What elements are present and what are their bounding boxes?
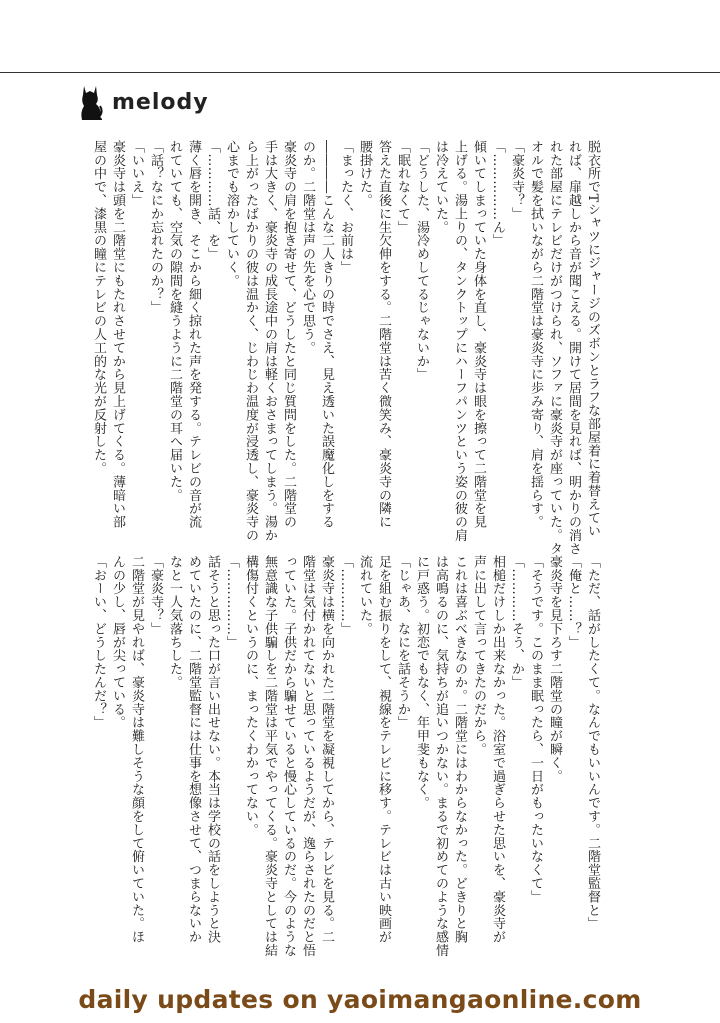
header-rule (0, 72, 720, 73)
text-line: 「そうです。このまま眠ったら、一日がもったいなくて」 (528, 555, 543, 904)
text-line: 「……………」 (224, 555, 239, 649)
upper-text-column (91, 140, 602, 556)
text-line: 「どうした、湯冷めしてるじゃないか」 (414, 140, 429, 382)
text-line: 「話？なにか忘れたのか？」 (148, 140, 163, 315)
text-line: ――――こんな二人きりの時でさえ、見え透いた誤魔化しをする (319, 140, 334, 529)
text-line: れていても、空気の隙間を縫うように二階堂の耳へ届いた。 (167, 140, 182, 502)
text-line: 上げる。湯上りの、タンクトップにハーフパンツという姿の彼の肩 (452, 140, 467, 542)
text-line: 二階堂が見やれば、豪炎寺は難しそうな顔をして俯いていた。ほ (129, 555, 144, 944)
text-line: 「じゃあ、なにを話そうか」 (395, 555, 410, 730)
text-line: のか。二階堂は声の先を心で思う。 (300, 140, 315, 355)
text-line: 無意識な子供騙しを二階堂は平気でやってくる。豪炎寺としては結 (262, 555, 277, 957)
text-line: 豪炎寺は横を向かれた二階堂を凝視してから、テレビを見る。二 (319, 555, 334, 944)
text-line: 答えた直後に生欠伸をする。二階堂は苦く微笑み、豪炎寺の隣に (376, 140, 391, 529)
text-line: んの少し、唇が尖っている。 (110, 555, 125, 730)
text-line: 相槌だけしか出来なかった。浴室で過ぎらせた思いを、豪炎寺が (490, 555, 505, 944)
lower-text-column (91, 555, 602, 957)
text-line: 構傷付くというのに、まったくわかってない。 (243, 555, 258, 837)
text-line: れた部屋にテレビだけがつけられ、ソファに豪炎寺が座っていた。タ (547, 140, 562, 556)
text-line: 階堂は気付かれてないと思っているようだが、逸らされたのだと悟 (300, 555, 315, 957)
text-line: 屋の中で、漆黒の瞳にテレビの人工的な光が反射した。 (91, 140, 106, 475)
page-header (78, 82, 209, 122)
text-line: 豪炎寺を見下ろす二階堂の瞳が瞬く。 (547, 555, 562, 783)
text-line: 「豪炎寺？」 (148, 555, 163, 636)
text-line: 薄く唇を開き、そこから細く掠れた声を発する。テレビの音が流 (186, 140, 201, 529)
text-line: めていたのに、二階堂監督には仕事を想像させて、つまらないか (186, 555, 201, 944)
text-line: 「眠れなくて」 (395, 140, 410, 234)
text-line: 手は大きく、豪炎寺の成長途中の肩は軽くおさまってしまう。湯か (262, 140, 277, 542)
text-line: 傾いてしまっていた身体を直し、豪炎寺は眼を擦って二階堂を見 (471, 140, 486, 529)
text-line: 「…………そう、か」 (509, 555, 524, 689)
text-line: 「ただ、話がしたくて。なんでもいいんです。二階堂監督と」 (585, 555, 600, 931)
text-line: 豪炎寺の肩を抱き寄せて、どうしたと同じ質問をした。二階堂の (281, 140, 296, 529)
text-line: れば、扉越しから音が聞こえる。開けて居間を見れば、明かりの消さ (566, 140, 581, 556)
text-line: っていた。子供だから騙せていると慢心しているのだ。今のような (281, 555, 296, 957)
text-line: 「……………ん」 (490, 140, 505, 248)
text-line: 「…………」 (338, 555, 353, 636)
text-line: 「…………話、を」 (205, 140, 220, 261)
watermark-text: daily updates on yaoimangaonline.com (78, 985, 642, 1014)
text-line: 流れていた。 (357, 555, 372, 636)
cat-icon (78, 82, 104, 122)
text-line: 足を組む振りをして、視線をテレビに移す。テレビは古い映画が (376, 555, 391, 944)
text-line: 「いいえ」 (129, 140, 144, 207)
text-line: オルで髪を拭いながら二階堂は豪炎寺に歩み寄り、肩を揺らす。 (528, 140, 543, 529)
text-line: なと一人気落ちした。 (167, 555, 182, 689)
text-line: 脱衣所でTシャツにジャージのズボンとラフな部屋着に着替えてい (585, 140, 600, 538)
text-line: 「俺と……？」 (566, 555, 581, 649)
text-line: 「豪炎寺？」 (509, 140, 524, 221)
text-line: 心までも溶かしていく。 (224, 140, 239, 288)
text-line: 腰掛けた。 (357, 140, 372, 207)
text-line: これは喜ぶべきなのか。二階堂にはわからなかった。どきりと胸 (452, 555, 467, 944)
text-line: 声に出して言ってきたのだから。 (471, 555, 486, 756)
text-line: 話そうと思った口が言い出せない。本当は学校の話をしようと決 (205, 555, 220, 944)
text-line: は冷えていた。 (433, 140, 448, 234)
text-line: ら上がったばかりの彼は温かく、じわじわ温度が浸透し、豪炎寺の (243, 140, 258, 542)
text-line: 豪炎寺は頭を二階堂にもたれさせてから見上げてくる。薄暗い部 (110, 140, 125, 529)
text-line: 「おーい、どうしたんだ？」 (91, 555, 106, 730)
text-line: に戸惑う。初恋でもなく、年甲斐もなく。 (414, 555, 429, 810)
text-line: 「まったく、お前は」 (338, 140, 353, 274)
text-line: は高鳴るのに、気持ちが追いつかない。まるで初めてのような感情 (433, 555, 448, 957)
page-title: melody (112, 89, 209, 115)
